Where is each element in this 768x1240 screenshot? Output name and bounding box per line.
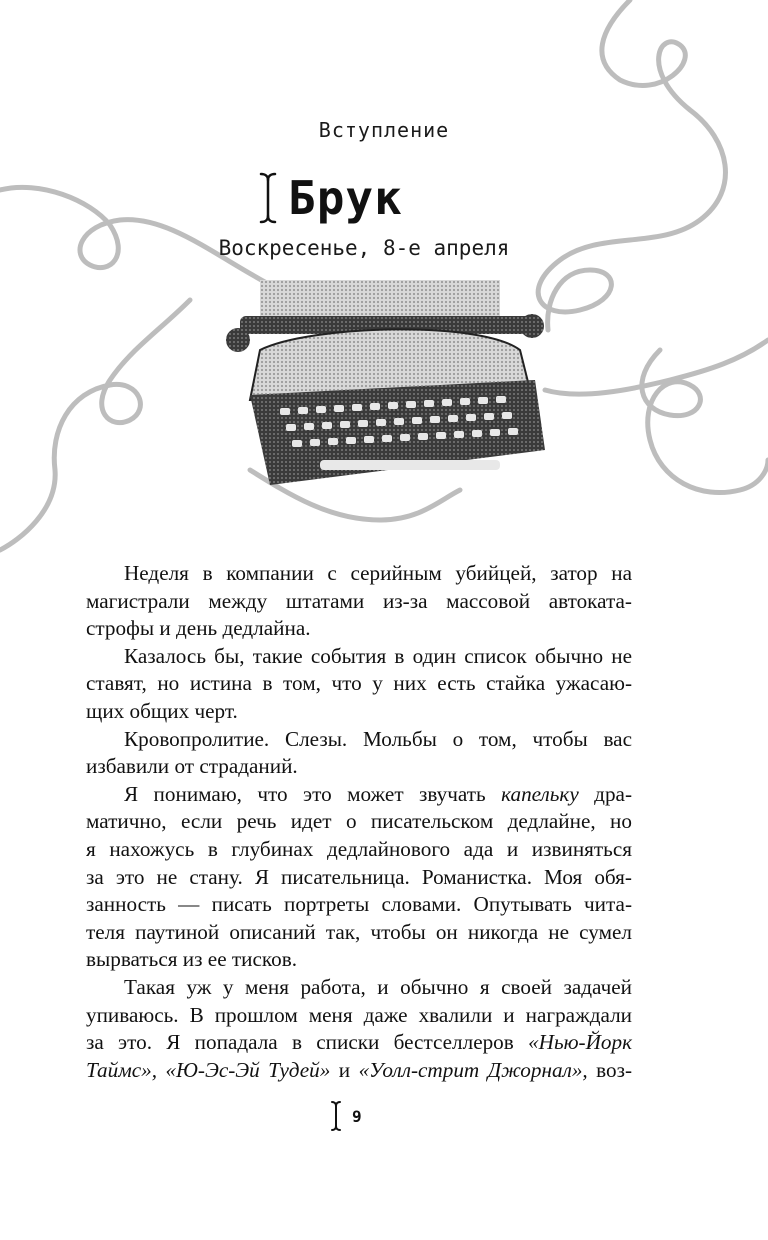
- page-footer: [330, 1100, 362, 1132]
- text-line: матично, если речь идет о писательском дедлайне, но: [86, 809, 632, 834]
- text-line: Неделя в компании с серийным убийцей, затор на: [124, 561, 632, 585]
- text-line: щих общих черт.: [86, 698, 238, 723]
- text-line: строфы и день дедлайна.: [86, 616, 311, 641]
- text-line: упиваюсь. В прошлом меня даже хвалили и награждали: [86, 1002, 632, 1027]
- text-line: теля паутиной описаний так, чтобы он никогда не сумел: [86, 919, 632, 944]
- chapter-title: Брук: [288, 171, 403, 225]
- text-line: я нахожусь в глубинах дедлайнового ада и извиняться: [86, 836, 632, 861]
- text-line: Кровопролитие. Слезы. Мольбы о том, чтобы вас: [124, 726, 632, 751]
- text-line: Таймс», «Ю-Эс-Эй Тудей» и «Уолл-стрит Джорнал», воз-: [86, 1057, 633, 1082]
- text-cursor-icon: [330, 1100, 342, 1132]
- text-line: избавили от страданий.: [86, 754, 298, 779]
- body-text: [86, 560, 633, 1084]
- section-label: Вступление: [318, 118, 450, 142]
- text-line: ставят, но истина в том, что у них есть стайка ужасаю-: [86, 671, 632, 696]
- chapter-heading: [258, 168, 403, 228]
- text-line: Я понимаю, что это может звучать капельку дра-: [124, 781, 633, 806]
- text-line: занность — писать портреты словами. Опутывать чита-: [86, 892, 632, 917]
- page-number: 9: [352, 1106, 362, 1126]
- text-line: вырваться из ее тисков.: [86, 947, 298, 972]
- text-line: Такая уж у меня работа, и обычно я своей задачей: [124, 974, 632, 999]
- typewriter-illustration: [220, 280, 550, 500]
- text-line: магистрали между штатами из-за массовой автоката-: [86, 588, 632, 613]
- text-line: за это не стану. Я писательница. Романистка. Моя обя-: [86, 864, 632, 889]
- text-line: Казалось бы, такие события в один список обычно не: [124, 643, 632, 668]
- date-line: Воскресенье, 8-е апреля: [218, 236, 510, 260]
- text-cursor-icon: [258, 171, 278, 225]
- text-line: за это. Я попадала в списки бестселлеров «Нью-Йорк: [86, 1030, 633, 1055]
